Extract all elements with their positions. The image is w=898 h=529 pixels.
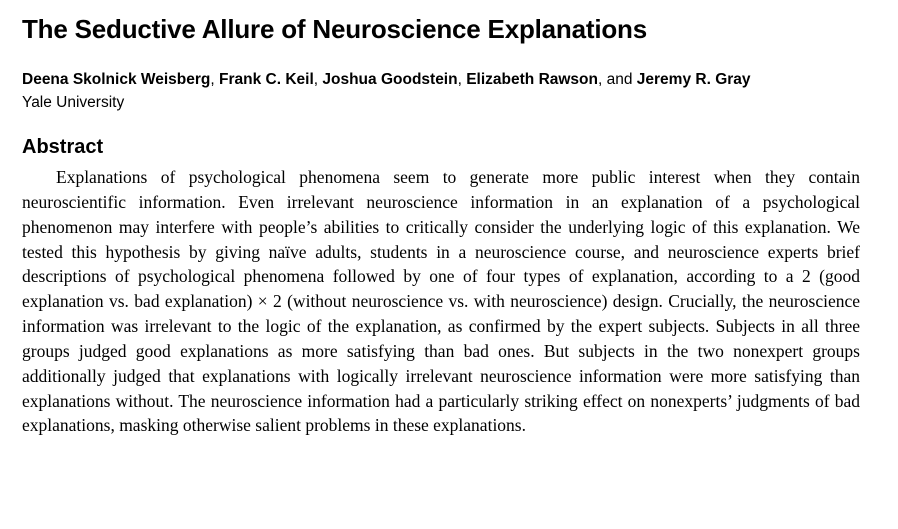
author-last-connector: , and	[598, 71, 637, 89]
author-block	[22, 70, 882, 114]
author-name: Joshua Goodstein	[322, 71, 458, 89]
author-name: Frank C. Keil	[219, 71, 314, 89]
author-separator: ,	[210, 71, 219, 89]
affiliation: Yale University	[22, 94, 125, 112]
page-title: The Seductive Allure of Neuroscience Explanations	[22, 14, 647, 44]
author-separator: ,	[313, 71, 323, 89]
author-name: Jeremy R. Gray	[636, 71, 751, 89]
author-list	[22, 70, 882, 91]
author-name: Elizabeth Rawson	[466, 71, 598, 89]
abstract-text: Explanations of psychological phenomena seem to generate more public interest when they contain neuroscientific information. Even irrelevant neuroscience information in an explanation of a psychological phenomenon may interfere with people’s abilities to critically consider the underlying logic of this explanation. We tested this hypothesis by giving naïve adults, students in a neuroscience course, and neuroscience experts brief descriptions of psychological phenomena followed by one of four types of explanation, according to a 2 (good explanation vs. bad explanation) × 2 (without neuroscience vs. with neuroscience) design. Crucially, the neuroscience information was irrelevant to the logic of the explanation, as confirmed by the expert subjects. Subjects in all three groups judged good explanations as more satisfying than bad ones. But subjects in the two nonexpert groups additionally judged that explanations with logically irrelevant neuroscience information were more satisfying than explanations without. The neuroscience information had a particularly striking effect on nonexperts’ judgments of bad explanations, masking otherwise salient problems in these explanations.	[22, 167, 860, 436]
abstract-heading: Abstract	[22, 136, 104, 159]
author-separator: ,	[457, 71, 467, 89]
author-name: Deena Skolnick Weisberg	[22, 71, 211, 89]
